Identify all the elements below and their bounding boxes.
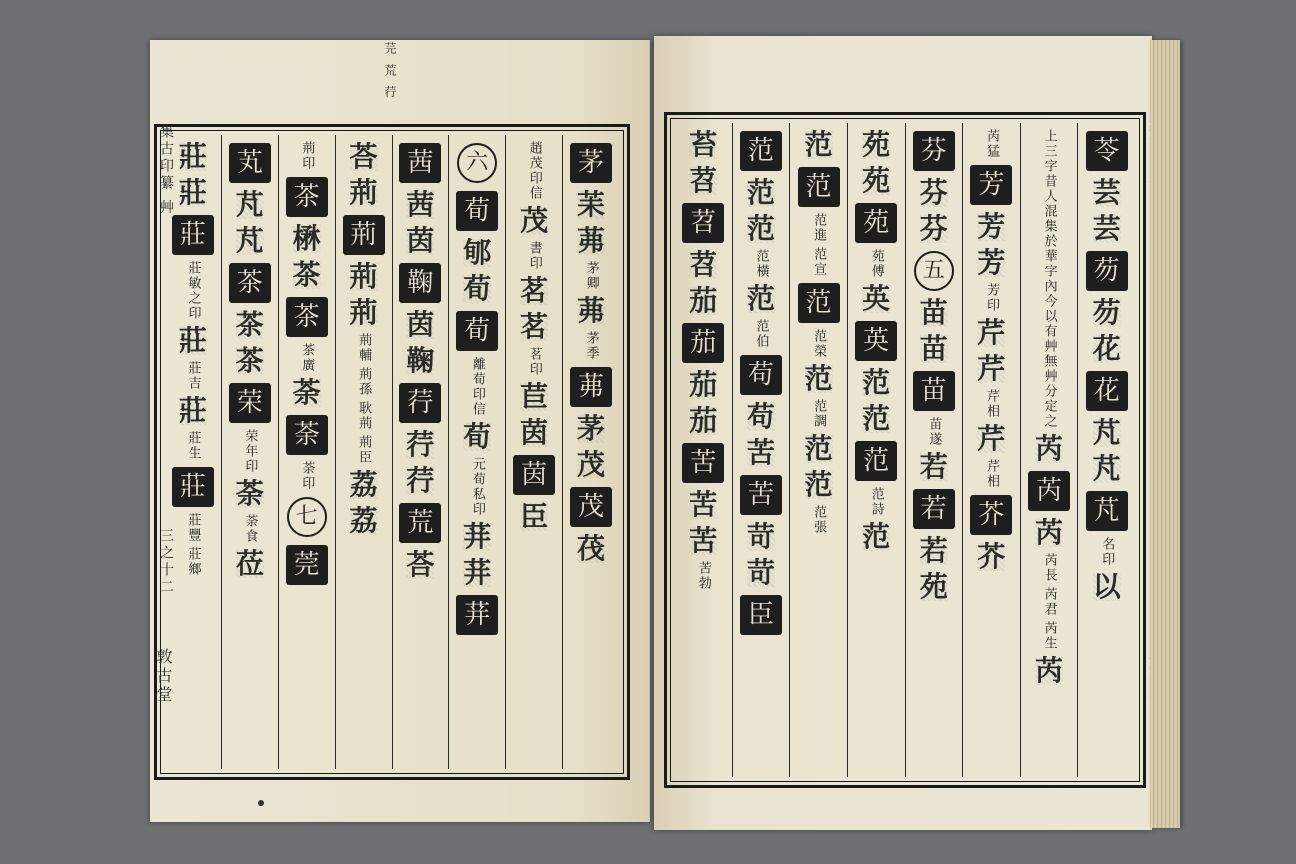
- seal-caption: 上三字昔人混集於華字內今以有艸無艸分定之: [1041, 129, 1057, 429]
- seal-caption: 元荀私印: [469, 457, 485, 517]
- seal-character: 荊: [349, 260, 378, 293]
- seal-character: 荓: [463, 556, 492, 589]
- seal-character: 若: [913, 489, 955, 529]
- seal-character: 荓: [463, 520, 492, 553]
- text-column: [962, 123, 1020, 777]
- seal-character: 五: [914, 251, 954, 291]
- seal-character: 茀: [577, 294, 606, 327]
- seal-character: 芸: [1092, 176, 1121, 209]
- seal-caption: 茶廣: [299, 343, 315, 373]
- seal-character: 苛: [746, 556, 775, 589]
- seal-character: 莊: [172, 467, 214, 507]
- seal-character: 芸: [1092, 212, 1121, 245]
- seal-character: 莞: [286, 545, 328, 585]
- seal-caption: 芮猛: [983, 129, 999, 159]
- seal-character: 莊: [172, 215, 214, 255]
- edge-title: 敦古堂: [154, 648, 173, 705]
- seal-caption: 茗印: [526, 347, 542, 377]
- seal-character: 英: [862, 282, 891, 315]
- right-columns: [675, 123, 1135, 777]
- seal-caption: 莊豐: [185, 513, 201, 543]
- seal-character: 荼: [286, 415, 328, 455]
- top-mark: 芫 荒 荇: [383, 42, 397, 101]
- seal-character: 苟: [740, 355, 782, 395]
- seal-character: 荀: [463, 420, 492, 453]
- seal-character: 茀: [570, 367, 612, 407]
- seal-character: 苕: [689, 248, 718, 281]
- text-column: [448, 135, 505, 769]
- seal-character: 苑: [919, 570, 948, 603]
- text-column: [335, 135, 392, 769]
- seal-character: 茂: [570, 487, 612, 527]
- seal-caption: 范調: [811, 399, 827, 429]
- seal-caption: 苦勃: [695, 561, 711, 591]
- seal-character: 荀: [456, 311, 498, 351]
- text-column: [1077, 123, 1135, 777]
- seal-character: 郇: [463, 236, 492, 269]
- seal-character: 苗: [913, 371, 955, 411]
- seal-character: 范: [804, 432, 833, 465]
- seal-character: 莅: [235, 547, 264, 580]
- seal-character: 芹: [977, 352, 1006, 385]
- seal-character: 苓: [1086, 131, 1128, 171]
- seal-character: 荓: [456, 595, 498, 635]
- folio-side: 集古印纂 艸: [158, 124, 174, 217]
- seal-character: 范: [746, 176, 775, 209]
- seal-character: 茷: [577, 532, 606, 565]
- seal-character: 芹: [977, 316, 1006, 349]
- seal-character: 芳: [970, 165, 1012, 205]
- seal-character: 范: [798, 283, 840, 323]
- right-page: [654, 36, 1152, 830]
- seal-character: 荼: [235, 477, 264, 510]
- seal-caption: 荊印: [299, 141, 315, 171]
- seal-character: 苗: [919, 332, 948, 365]
- seal-character: 臣: [520, 500, 549, 533]
- text-column: [278, 135, 335, 769]
- seal-character: 茶: [292, 258, 321, 291]
- worm-hole: [258, 800, 264, 806]
- text-column: [562, 135, 619, 769]
- seal-caption: 茅季: [583, 331, 599, 361]
- seal-character: 七: [287, 497, 327, 537]
- seal-character: 芄: [229, 143, 271, 183]
- seal-character: 芴: [1086, 251, 1128, 291]
- seal-character: 茵: [520, 416, 549, 449]
- seal-caption: 莊吉: [185, 361, 201, 391]
- seal-character: 芮: [1035, 516, 1064, 549]
- seal-character: 茂: [520, 204, 549, 237]
- seal-character: 芬: [919, 212, 948, 245]
- seal-character: 茄: [689, 404, 718, 437]
- seal-caption: 范榮: [811, 329, 827, 359]
- seal-character: 范: [862, 366, 891, 399]
- seal-caption: 芮君: [1041, 587, 1057, 617]
- seal-character: 茶: [286, 297, 328, 337]
- seal-character: 茶: [235, 308, 264, 341]
- seal-character: 茜: [406, 188, 435, 221]
- seal-caption: 莊鄉: [185, 547, 201, 577]
- seal-caption: 趙茂印信: [526, 141, 542, 201]
- seal-character: 苑: [855, 203, 897, 243]
- seal-character: 芹: [977, 422, 1006, 455]
- seal-caption: 荣年印: [242, 429, 258, 474]
- seal-character: 苕: [689, 164, 718, 197]
- seal-character: 茂: [577, 448, 606, 481]
- seal-character: 茜: [399, 143, 441, 183]
- seal-character: 荀: [463, 272, 492, 305]
- seal-character: 芮: [1035, 432, 1064, 465]
- seal-character: 莊: [178, 324, 207, 357]
- seal-character: 苦: [740, 475, 782, 515]
- left-columns: [165, 135, 619, 769]
- seal-character: 芳: [977, 210, 1006, 243]
- seal-character: 荇: [399, 383, 441, 423]
- seal-character: 荔: [349, 468, 378, 501]
- seal-caption: 莊敏之印: [185, 261, 201, 321]
- seal-character: 芃: [1092, 452, 1121, 485]
- seal-caption: 范張: [811, 505, 827, 535]
- seal-character: 荇: [406, 428, 435, 461]
- seal-caption: 耿荊: [356, 401, 372, 431]
- seal-character: 荊: [349, 176, 378, 209]
- seal-character: 茅: [577, 412, 606, 445]
- seal-character: 茄: [682, 323, 724, 363]
- text-column: [221, 135, 278, 769]
- text-column: [392, 135, 449, 769]
- seal-caption: 芮長: [1041, 553, 1057, 583]
- seal-character: 范: [746, 282, 775, 315]
- seal-character: 范: [855, 441, 897, 481]
- seal-caption: 范橫: [753, 249, 769, 279]
- seal-character: 茵: [406, 224, 435, 257]
- seal-character: 范: [798, 167, 840, 207]
- seal-character: 苑: [862, 164, 891, 197]
- seal-character: 荅: [406, 548, 435, 581]
- text-column: [1020, 123, 1078, 777]
- seal-character: 芮: [1035, 654, 1064, 687]
- seal-character: 荊: [349, 296, 378, 329]
- seal-character: 花: [1086, 371, 1128, 411]
- seal-character: 范: [862, 402, 891, 435]
- seal-caption: 芮生: [1041, 621, 1057, 651]
- seal-character: 莊: [178, 394, 207, 427]
- seal-character: 苦: [682, 443, 724, 483]
- seal-character: 苑: [862, 128, 891, 161]
- seal-character: 芥: [970, 495, 1012, 535]
- seal-caption: 芳印: [983, 283, 999, 313]
- left-text-frame: [154, 124, 630, 780]
- seal-character: 苦: [689, 524, 718, 557]
- seal-character: 莊: [178, 140, 207, 173]
- seal-character: 范: [804, 468, 833, 501]
- seal-character: 茅: [570, 143, 612, 183]
- seal-character: 荊: [343, 215, 385, 255]
- seal-character: 苗: [919, 296, 948, 329]
- seal-character: 以: [1092, 570, 1121, 603]
- seal-character: 苕: [682, 203, 724, 243]
- seal-caption: 茅卿: [583, 261, 599, 291]
- left-page: [150, 40, 650, 822]
- seal-character: 荅: [349, 140, 378, 173]
- seal-character: 茶: [229, 263, 271, 303]
- seal-character: 苣: [520, 380, 549, 413]
- seal-character: 茵: [513, 455, 555, 495]
- text-column: [905, 123, 963, 777]
- seal-character: 鞠: [399, 263, 441, 303]
- seal-character: 荀: [456, 191, 498, 231]
- seal-character: 范: [740, 131, 782, 171]
- seal-character: 苔: [689, 128, 718, 161]
- seal-character: 六: [457, 143, 497, 183]
- seal-character: 苿: [577, 188, 606, 221]
- seal-caption: 名印: [1099, 537, 1115, 567]
- seal-character: 茶: [235, 344, 264, 377]
- seal-character: 荒: [399, 503, 441, 543]
- seal-caption: 書印: [526, 241, 542, 271]
- seal-character: 范: [746, 212, 775, 245]
- seal-caption: 荊輔: [356, 333, 372, 363]
- seal-character: 芳: [977, 246, 1006, 279]
- right-text-frame: [664, 112, 1146, 788]
- seal-caption: 離荀印信: [469, 357, 485, 417]
- seal-caption: 荊孫: [356, 367, 372, 397]
- seal-character: 若: [919, 534, 948, 567]
- seal-character: 苟: [746, 400, 775, 433]
- seal-character: 茄: [689, 368, 718, 401]
- seal-caption: 范詩: [868, 487, 884, 517]
- seal-caption: 荊臣: [356, 435, 372, 465]
- seal-character: 芬: [913, 131, 955, 171]
- seal-caption: 范伯: [753, 319, 769, 349]
- seal-character: 芴: [1092, 296, 1121, 329]
- seal-character: 茗: [520, 274, 549, 307]
- seal-character: 楙: [292, 222, 321, 255]
- seal-character: 臣: [740, 595, 782, 635]
- seal-character: 茶: [286, 177, 328, 217]
- text-column: [847, 123, 905, 777]
- seal-caption: 苗遂: [926, 417, 942, 447]
- seal-caption: 芹相: [983, 459, 999, 489]
- seal-character: 茗: [520, 310, 549, 343]
- text-column: [789, 123, 847, 777]
- seal-character: 芮: [1028, 471, 1070, 511]
- seal-character: 荣: [229, 383, 271, 423]
- seal-character: 若: [919, 450, 948, 483]
- seal-caption: 范進: [811, 213, 827, 243]
- page-edges: [1150, 40, 1180, 828]
- seal-caption: 荼食: [242, 514, 258, 544]
- seal-character: 范: [804, 362, 833, 395]
- seal-character: 苛: [746, 520, 775, 553]
- seal-character: 芃: [235, 188, 264, 221]
- seal-caption: 荼印: [299, 461, 315, 491]
- seal-caption: 芹相: [983, 389, 999, 419]
- folio-number: 三之十二: [158, 528, 174, 596]
- seal-character: 芃: [235, 224, 264, 257]
- seal-character: 茀: [577, 224, 606, 257]
- seal-character: 苦: [689, 488, 718, 521]
- seal-character: 范: [862, 520, 891, 553]
- seal-character: 英: [855, 321, 897, 361]
- seal-character: 芥: [977, 540, 1006, 573]
- seal-character: 荇: [406, 464, 435, 497]
- text-column: [675, 123, 732, 777]
- text-column: [732, 123, 790, 777]
- seal-character: 莊: [178, 176, 207, 209]
- text-column: [505, 135, 562, 769]
- seal-character: 范: [804, 128, 833, 161]
- seal-caption: 范宣: [811, 247, 827, 277]
- seal-character: 芃: [1092, 416, 1121, 449]
- seal-character: 芬: [919, 176, 948, 209]
- seal-caption: 苑傅: [868, 249, 884, 279]
- seal-character: 花: [1092, 332, 1121, 365]
- seal-character: 荼: [292, 376, 321, 409]
- seal-character: 苦: [746, 436, 775, 469]
- seal-character: 茄: [689, 284, 718, 317]
- seal-character: 茵: [406, 308, 435, 341]
- seal-character: 鞠: [406, 344, 435, 377]
- seal-caption: 莊生: [185, 431, 201, 461]
- seal-character: 荔: [349, 504, 378, 537]
- seal-character: 芃: [1086, 491, 1128, 531]
